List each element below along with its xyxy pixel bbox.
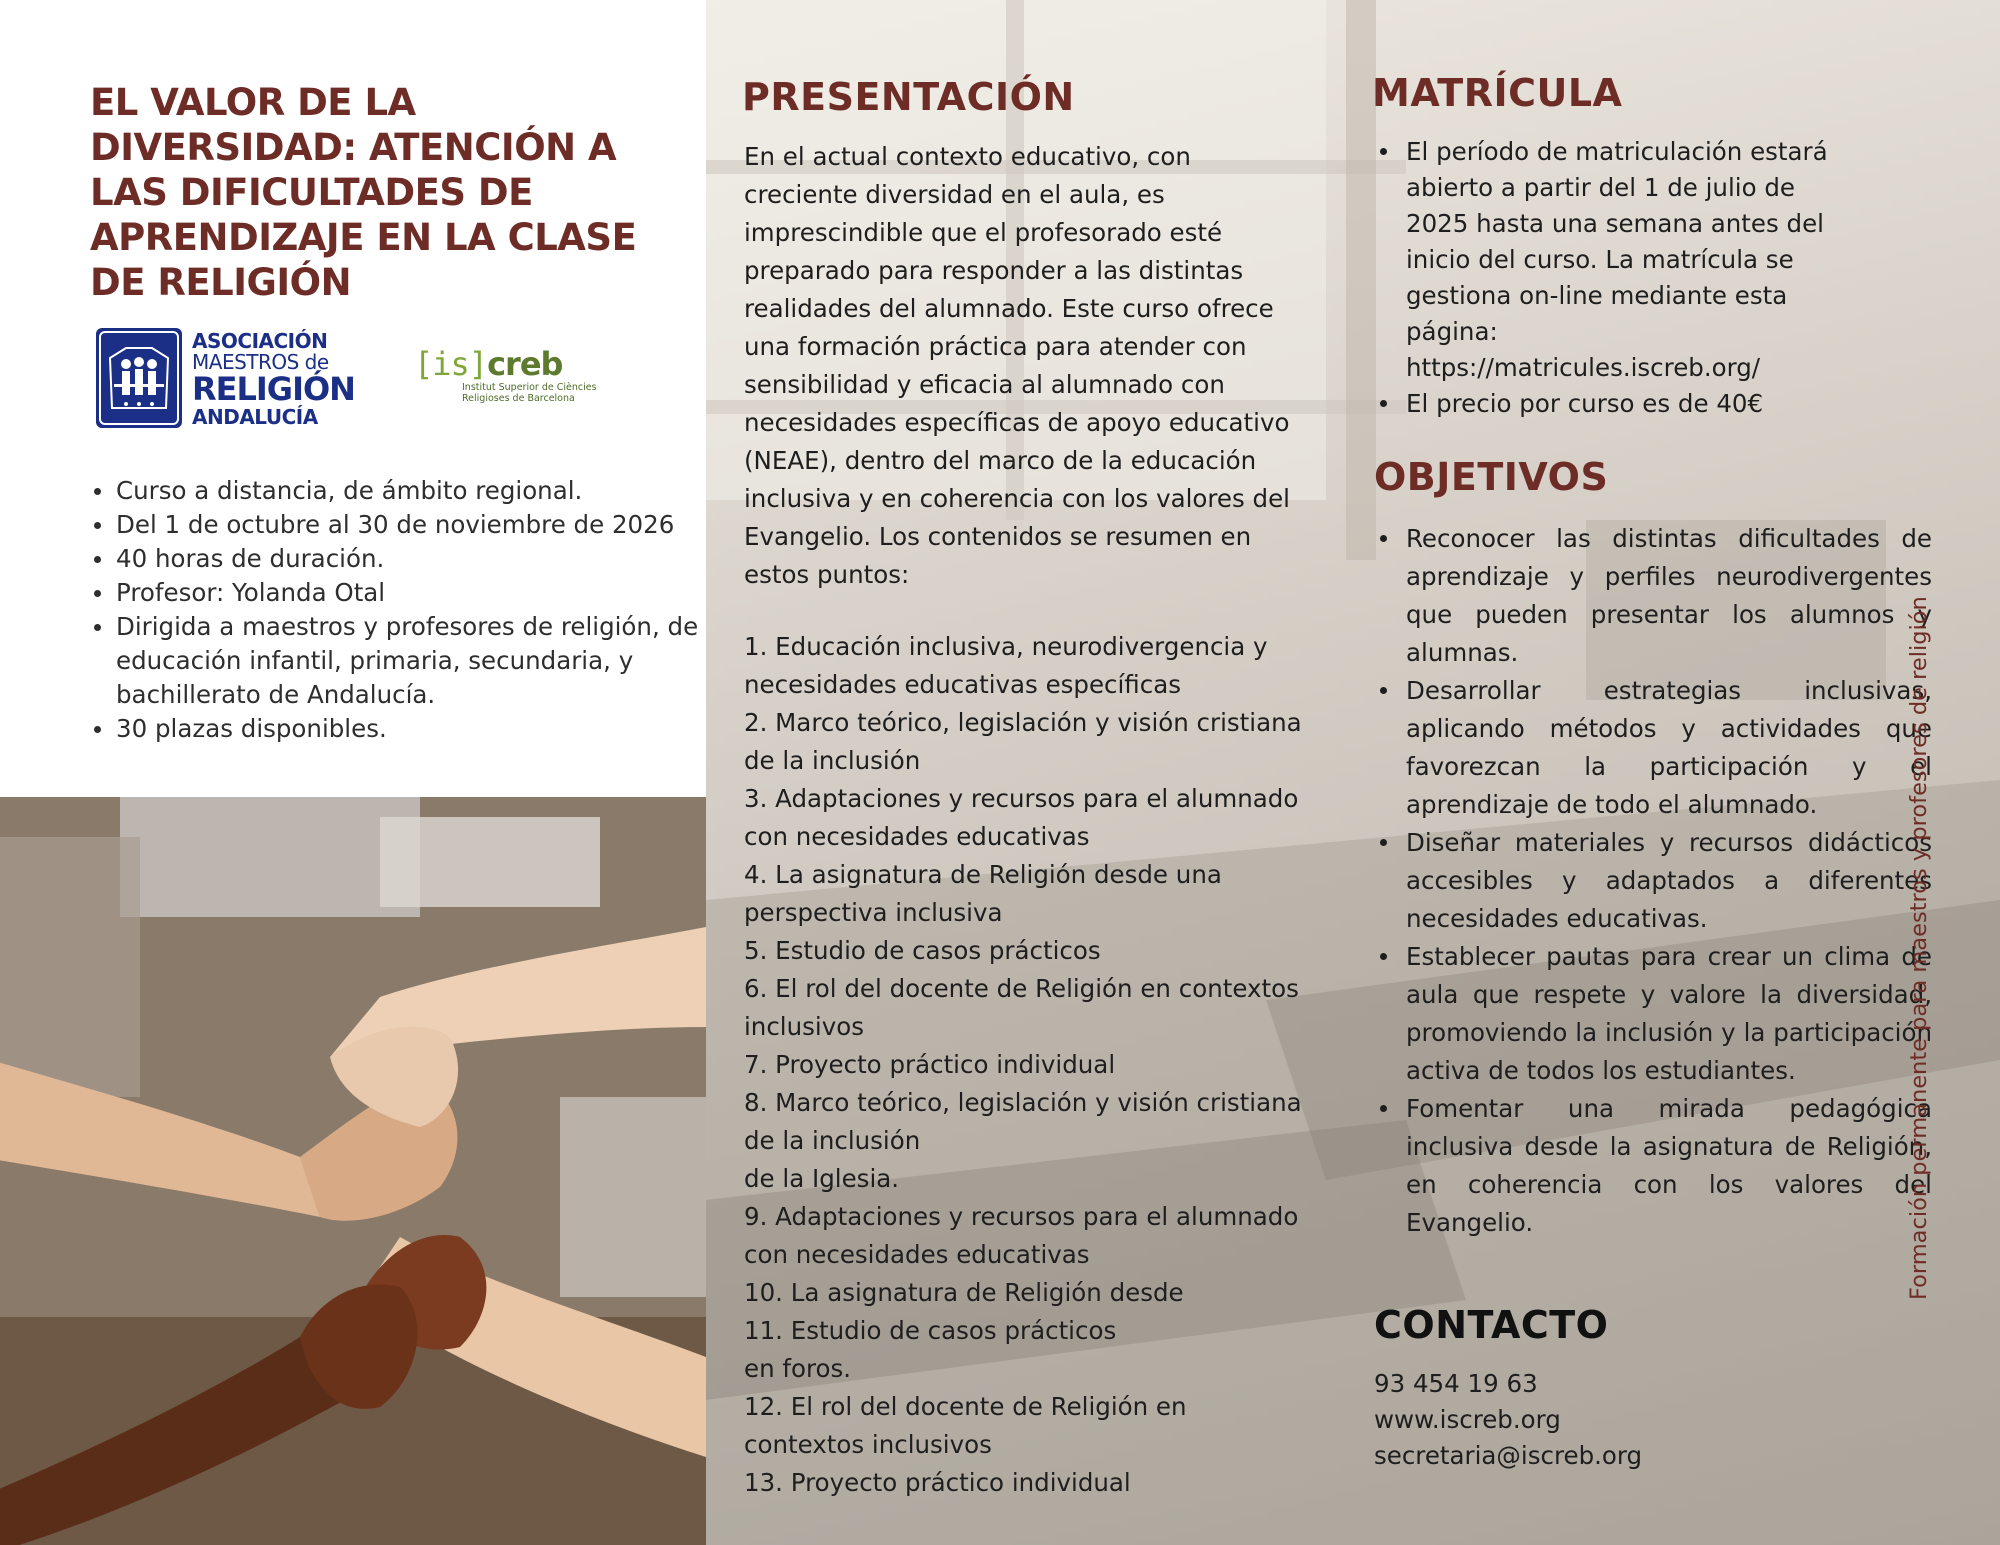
list-item: El período de matriculación estará abierto a partir del 1 de julio de 2025 hasta una semana antes del inicio del curso. La matrícula se gestiona on-line mediante esta página: https://matricules.iscreb.org/ — [1372, 134, 1842, 386]
iscreb-wordmark: [is]creb — [414, 345, 563, 383]
objetivos-title: OBJETIVOS — [1374, 455, 1609, 499]
list-item: 8. Marco teórico, legislación y visión cristiana de la inclusión de la Iglesia. — [744, 1088, 1302, 1193]
matricula-title: MATRÍCULA — [1372, 71, 1623, 115]
side-tagline: Formación permanente para maestros y profesores de religión — [1906, 596, 1932, 1300]
list-item: 10. La asignatura de Religión desde — [744, 1278, 1184, 1307]
course-facts-list — [90, 474, 700, 746]
list-item: 2. Marco teórico, legislación y visión cristiana de la inclusión — [744, 708, 1302, 775]
objetivos-list — [1372, 520, 1932, 1242]
presentacion-title: PRESENTACIÓN — [742, 75, 1075, 119]
amra-logo — [96, 326, 355, 430]
list-item: 11. Estudio de casos prácticos en foros. — [744, 1316, 1117, 1383]
presentacion-body: En el actual contexto educativo, con creciente diversidad en el aula, es imprescindible que el profesorado esté preparado para responder a las distintas realidades del alumnado. Este curso ofrece una formación práctica para atender con sensibilidad y eficacia al alumnado con necesidades específicas de apoyo educativo (NEAE), dentro del marco de la educación inclusiva y en coherencia con los valores del Evangelio. Los contenidos se resumen en estos puntos: — [744, 142, 1290, 589]
contact-phone[interactable]: 93 454 19 63 — [1374, 1369, 1538, 1398]
logos-row — [96, 326, 616, 432]
list-item: 9. Adaptaciones y recursos para el alumnado con necesidades educativas — [744, 1202, 1299, 1269]
list-item: 7. Proyecto práctico individual — [744, 1050, 1116, 1079]
list-item: 3. Adaptaciones y recursos para el alumnado con necesidades educativas — [744, 784, 1299, 851]
hands-photo — [0, 797, 706, 1545]
list-item: Dirigida a maestros y profesores de religión, de educación infantil, primaria, secundaria, y bachillerato de Andalucía. — [90, 610, 700, 712]
list-item: Reconocer las distintas dificultades de aprendizaje y perfiles neurodivergentes que pueden presentar los alumnos y alumnas. — [1372, 520, 1932, 672]
list-item: 6. El rol del docente de Religión en contextos inclusivos — [744, 974, 1299, 1041]
left-panel — [0, 0, 706, 1545]
right-panel — [706, 0, 2000, 1545]
list-item: Curso a distancia, de ámbito regional. — [90, 474, 700, 508]
amra-wordmark: ASOCIACIÓN MAESTROS de RELIGIÓN ANDALUCÍA — [192, 329, 355, 429]
contact-email-link[interactable]: secretaria@iscreb.org — [1374, 1441, 1643, 1470]
iscreb-logo — [414, 346, 614, 416]
list-item: 4. La asignatura de Religión desde una perspectiva inclusiva — [744, 860, 1222, 927]
matricula-list — [1372, 134, 1842, 422]
contacto-title: CONTACTO — [1374, 1303, 1609, 1347]
list-item: Establecer pautas para crear un clima de aula que respete y valore la diversidad, promoviendo la inclusión y la participación activa de todos los estudiantes. — [1372, 938, 1932, 1090]
list-item: Diseñar materiales y recursos didácticos accesibles y adaptados a diferentes necesidades educativas. — [1372, 824, 1932, 938]
course-title: EL VALOR DE LA DIVERSIDAD: ATENCIÓN A LAS DIFICULTADES DE APRENDIZAJE EN LA CLASE DE RELIGIÓN — [90, 81, 637, 304]
iscreb-subtitle: Institut Superior de Ciències Religioses de Barcelona — [462, 382, 597, 404]
amra-emblem-icon — [96, 328, 182, 428]
list-item: Profesor: Yolanda Otal — [90, 576, 700, 610]
list-item: Fomentar una mirada pedagógica inclusiva desde la asignatura de Religión, en coherencia con los valores del Evangelio. — [1372, 1090, 1932, 1242]
program-list — [744, 628, 1304, 1502]
list-item: 5. Estudio de casos prácticos — [744, 936, 1101, 965]
contact-block — [1374, 1366, 1774, 1474]
list-item: 40 horas de duración. — [90, 542, 700, 576]
list-item: 12. El rol del docente de Religión en contextos inclusivos — [744, 1392, 1187, 1459]
list-item: 30 plazas disponibles. — [90, 712, 700, 746]
list-item: Del 1 de octubre al 30 de noviembre de 2026 — [90, 508, 700, 542]
contact-web-link[interactable]: www.iscreb.org — [1374, 1405, 1561, 1434]
list-item: 13. Proyecto práctico individual — [744, 1468, 1131, 1497]
list-item: 1. Educación inclusiva, neurodivergencia y necesidades educativas específicas — [744, 632, 1268, 699]
list-item: El precio por curso es de 40€ — [1372, 386, 1842, 422]
list-item: Desarrollar estrategias inclusivas, aplicando métodos y actividades que favorezcan la participación y el aprendizaje de todo el alumnado. — [1372, 672, 1932, 824]
